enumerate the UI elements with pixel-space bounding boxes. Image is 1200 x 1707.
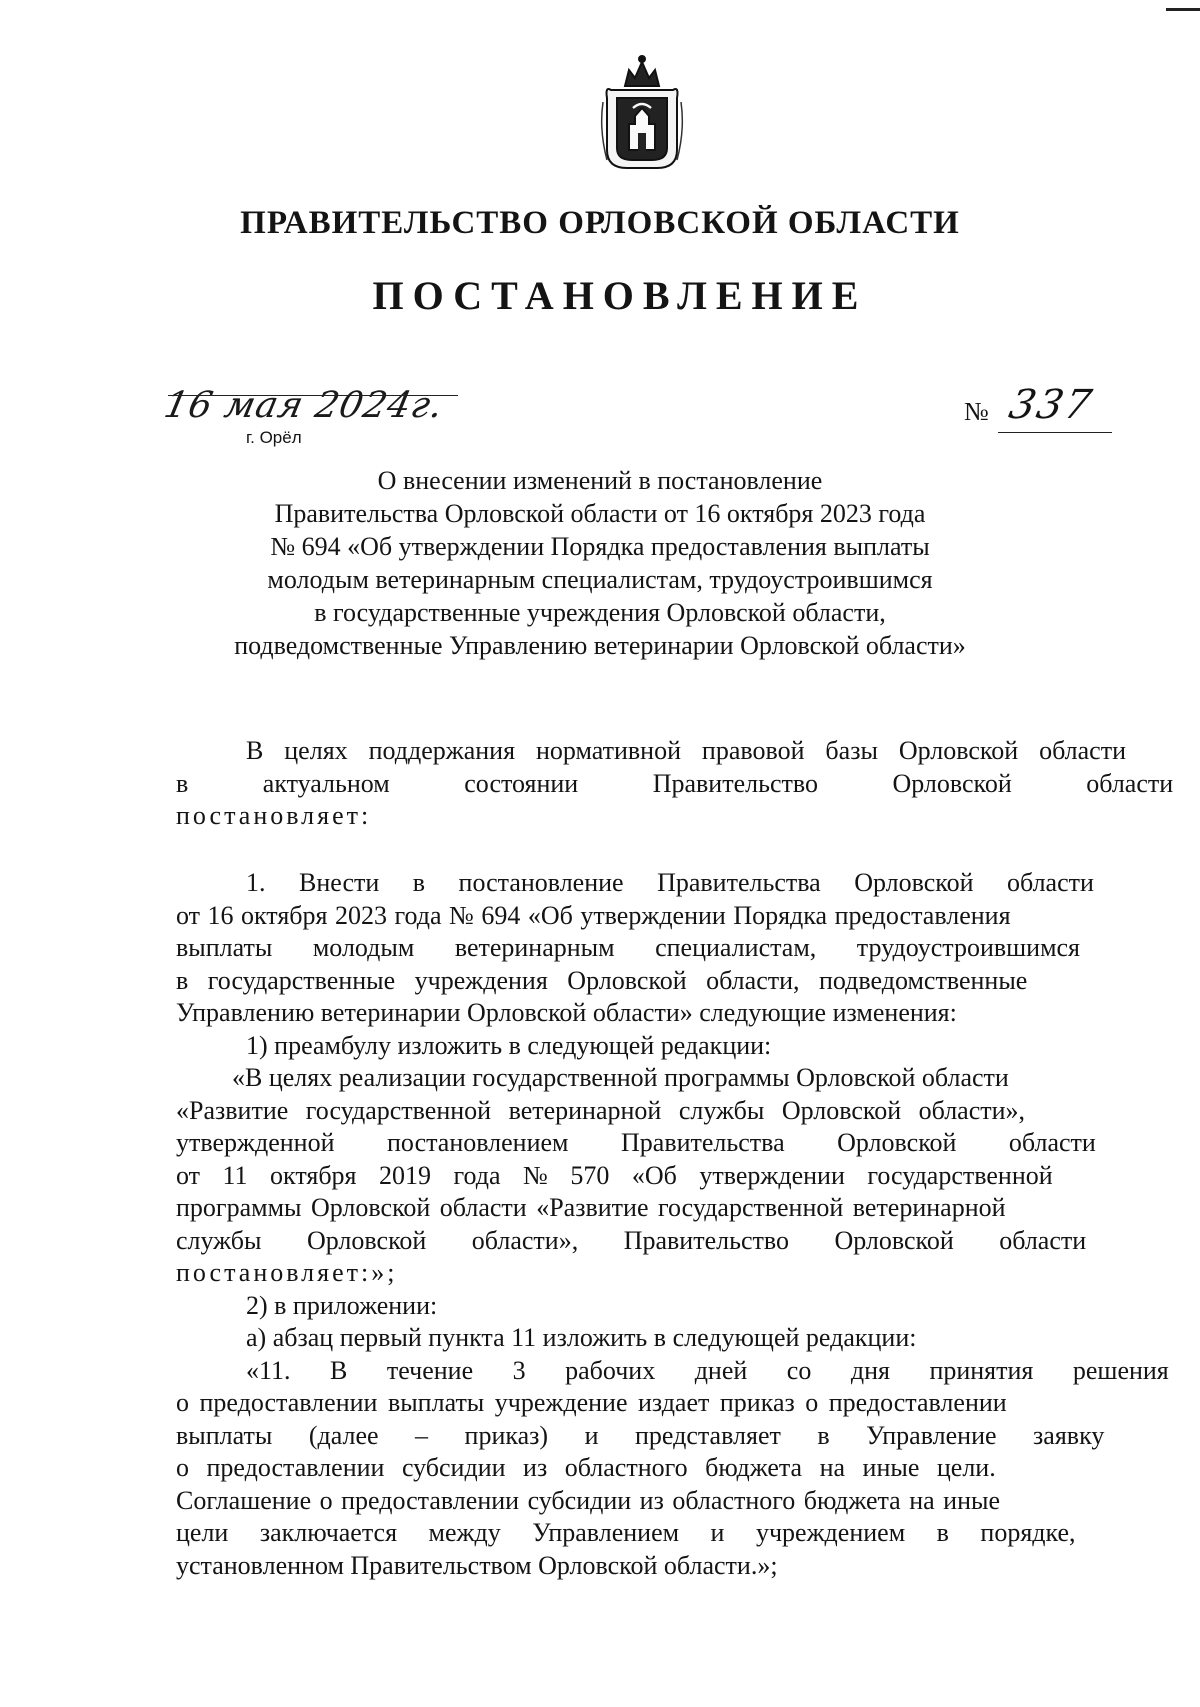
subject-line: № 694 «Об утверждении Порядка предоставления выплаты xyxy=(270,532,930,561)
government-title: ПРАВИТЕЛЬСТВО ОРЛОВСКОЙ ОБЛАСТИ xyxy=(240,205,960,241)
subitem-2a: а) абзац первый пункта 11 изложить в следующей редакции: xyxy=(246,1323,917,1352)
item-1-line: от 16 октября 2023 года № 694 «Об утверждении Порядка предоставления xyxy=(176,900,1011,930)
quote-1-line: «В целях реализации государственной программы Орловской области xyxy=(232,1063,1009,1092)
date-underline xyxy=(168,395,458,396)
quote-2-line: о предоставлении субсидии из областного бюджета на иные цели. xyxy=(176,1453,996,1482)
quote-2-line: «11. В течение 3 рабочих дней со дня принятия решения xyxy=(246,1355,1169,1385)
preamble-line: В целях поддержания нормативной правовой базы Орловской области xyxy=(246,736,1126,765)
quote-1-line: от 11 октября 2019 года № 570 «Об утверждении государственной xyxy=(176,1160,1053,1190)
subject-line: Правительства Орловской области от 16 октября 2023 года xyxy=(274,499,926,528)
quote-2-line: выплаты (далее – приказ) и представляет в Управление заявку xyxy=(176,1420,1105,1450)
city-label: г. Орёл xyxy=(246,428,302,447)
quote-2-line: Соглашение о предоставлении субсидии из областного бюджета на иные xyxy=(176,1485,1001,1515)
number-label: № xyxy=(964,397,989,426)
subject-line: в государственные учреждения Орловской области, xyxy=(314,598,886,627)
handwritten-number: 337 xyxy=(1005,382,1098,428)
number-underline xyxy=(998,432,1112,433)
subject-line: О внесении изменений в постановление xyxy=(377,466,823,495)
preamble-paragraph xyxy=(176,735,1174,833)
quote-2-end: установленном Правительством Орловской области.»; xyxy=(176,1550,778,1580)
quote-1-line: «Развитие государственной ветеринарной службы Орловской области», xyxy=(176,1095,1026,1125)
quote-2-line: цели заключается между Управлением и учреждением в порядке, xyxy=(176,1518,1076,1547)
quote-2-line: о предоставлении выплаты учреждение издает приказ о предоставлении xyxy=(176,1388,1007,1417)
item-1-line: 1. Внести в постановление Правительства Орловской области xyxy=(246,868,1094,897)
item-1-line: Управлению ветеринарии Орловской области» следующие изменения: xyxy=(176,998,957,1027)
handwritten-date: 16 мая 2024г. xyxy=(160,385,448,426)
scan-corner-mark xyxy=(1166,8,1200,11)
coat-of-arms-icon xyxy=(597,50,687,180)
quote-1-line: утвержденной постановлением Правительства Орловской области xyxy=(176,1128,1096,1157)
subitem-2: 2) в приложении: xyxy=(246,1290,438,1320)
subject-line: подведомственные Управлению ветеринарии Орловской области» xyxy=(234,631,966,660)
document-type-title: ПОСТАНОВЛЕНИЕ xyxy=(372,273,868,318)
preamble-resolves: постановляет: xyxy=(176,801,372,830)
document-subject xyxy=(160,464,1040,662)
quote-1-end: постановляет:»; xyxy=(176,1258,398,1287)
preamble-line: в актуальном состоянии Правительство Орловской области xyxy=(176,768,1174,798)
quote-1-line: службы Орловской области», Правительство Орловской области xyxy=(176,1225,1087,1255)
subitem-1: 1) преамбулу изложить в следующей редакции: xyxy=(246,1030,772,1060)
item-1-line: выплаты молодым ветеринарным специалистам, трудоустроившимся xyxy=(176,933,1081,962)
quote-1-line: программы Орловской области «Развитие государственной ветеринарной xyxy=(176,1193,1006,1222)
subject-line: молодым ветеринарным специалистам, трудоустроившимся xyxy=(267,565,933,594)
item-1-line: в государственные учреждения Орловской области, подведомственные xyxy=(176,965,1028,995)
item-1-paragraph xyxy=(176,867,1169,1582)
